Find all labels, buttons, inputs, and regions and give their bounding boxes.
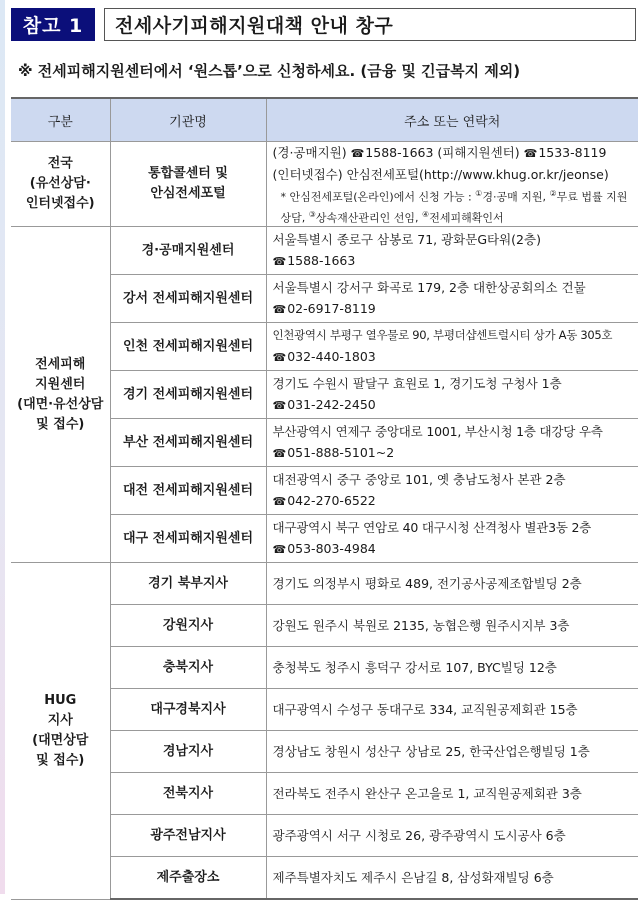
phone-icon: ☎ bbox=[272, 399, 287, 413]
contact-table bbox=[11, 97, 638, 900]
national-hotlines: (경·공매지원) ☎1588-1663 (피해지원센터) ☎1533-8119 bbox=[273, 142, 639, 164]
phone-icon: ☎ bbox=[272, 447, 287, 461]
phone-number: 042-270-6522 bbox=[287, 493, 376, 509]
column-header-category: 구분 bbox=[11, 98, 110, 142]
table-header-row bbox=[11, 98, 638, 142]
phone-number: 1588-1663 bbox=[365, 145, 434, 160]
address-cell bbox=[266, 227, 638, 275]
category-hug: HUG 지사 (대면상담 및 접수) bbox=[11, 563, 110, 900]
column-header-organization: 기관명 bbox=[110, 98, 266, 142]
org-name: 대구경북지사 bbox=[110, 689, 266, 731]
table-row bbox=[11, 227, 638, 275]
org-name: 대전 전세피해지원센터 bbox=[110, 467, 266, 515]
address-cell: 광주광역시 서구 시청로 26, 광주광역시 도시공사 6층 bbox=[266, 815, 638, 857]
org-name: 전북지사 bbox=[110, 773, 266, 815]
phone-icon: ☎ bbox=[272, 543, 287, 557]
org-name: 제주출장소 bbox=[110, 857, 266, 900]
address-text: 경기도 수원시 팔달구 효원로 1, 경기도청 구청사 1층 bbox=[272, 376, 562, 392]
phone-number: 051-888-5101~2 bbox=[287, 445, 395, 461]
org-national: 통합콜센터 및 안심전세포털 bbox=[110, 142, 266, 227]
address-cell bbox=[266, 419, 638, 467]
address-national bbox=[266, 142, 638, 227]
org-name: 경남지사 bbox=[110, 731, 266, 773]
address-text: 대전광역시 중구 중앙로 101, 옛 충남도청사 본관 2층 bbox=[272, 472, 566, 488]
portal-note: * 안심전세포털(온라인)에서 신청 가능 : ①경·공매 지원, ②무료 법률 지원 상담, ③상속재산관리인 선임, ④전세피해확인서 bbox=[280, 189, 628, 225]
column-header-address: 주소 또는 연락처 bbox=[266, 98, 638, 142]
org-name: 대구 전세피해지원센터 bbox=[110, 515, 266, 563]
phone-number: 1588-1663 bbox=[287, 253, 356, 269]
phone-number: 1533-8119 bbox=[538, 145, 607, 160]
phone-number: 053-803-4984 bbox=[287, 541, 376, 557]
address-cell bbox=[266, 275, 638, 323]
phone-number: 031-242-2450 bbox=[287, 397, 376, 413]
address-cell: 경상남도 창원시 성산구 상남로 25, 한국산업은행빌딩 1층 bbox=[266, 731, 638, 773]
page-edge-strip bbox=[0, 0, 5, 894]
org-name: 부산 전세피해지원센터 bbox=[110, 419, 266, 467]
phone-number: 032-440-1803 bbox=[287, 349, 376, 365]
org-name: 충북지사 bbox=[110, 647, 266, 689]
address-text: 서울특별시 종로구 삼봉로 71, 광화문G타워(2층) bbox=[272, 232, 541, 248]
org-name: 강원지사 bbox=[110, 605, 266, 647]
table-row-national bbox=[11, 142, 638, 227]
phone-icon: ☎ bbox=[523, 147, 538, 160]
portal-link-line: (인터넷접수) 안심전세포털(http://www.khug.or.kr/jeonse) bbox=[272, 167, 609, 182]
address-text: 대구광역시 북구 연암로 40 대구시청 산격청사 별관3동 2층 bbox=[272, 520, 592, 536]
address-cell: 제주특별자치도 제주시 은남길 8, 삼성화재빌딩 6층 bbox=[266, 857, 638, 900]
category-national: 전국 (유선상담· 인터넷접수) bbox=[11, 142, 110, 227]
title-bar bbox=[11, 8, 636, 41]
address-cell: 경기도 의정부시 평화로 489, 전기공사공제조합빌딩 2층 bbox=[266, 563, 638, 605]
org-name: 경기 북부지사 bbox=[110, 563, 266, 605]
address-cell: 강원도 원주시 북원로 2135, 농협은행 원주시지부 3층 bbox=[266, 605, 638, 647]
address-cell bbox=[266, 323, 638, 371]
address-text: 서울특별시 강서구 화곡로 179, 2층 대한상공회의소 건물 bbox=[272, 280, 586, 296]
address-cell: 전라북도 전주시 완산구 온고을로 1, 교직원공제회관 3층 bbox=[266, 773, 638, 815]
address-text: 부산광역시 연제구 중앙대로 1001, 부산시청 1층 대강당 우측 bbox=[272, 424, 603, 440]
org-name: 광주전남지사 bbox=[110, 815, 266, 857]
address-cell: 대구광역시 수성구 동대구로 334, 교직원공제회관 15층 bbox=[266, 689, 638, 731]
table-row bbox=[11, 563, 638, 605]
address-cell bbox=[266, 515, 638, 563]
phone-icon: ☎ bbox=[272, 303, 287, 317]
notice-text: ※ 전세피해지원센터에서 ‘원스톱’으로 신청하세요. (금융 및 긴급복지 제외) bbox=[18, 62, 521, 80]
reference-badge: 참고 1 bbox=[11, 8, 95, 41]
phone-icon: ☎ bbox=[350, 147, 365, 160]
address-cell: 충청북도 청주시 흥덕구 강서로 107, BYC빌딩 12층 bbox=[266, 647, 638, 689]
page-title: 전세사기피해지원대책 안내 창구 bbox=[104, 8, 636, 41]
phone-icon: ☎ bbox=[272, 495, 287, 509]
org-name: 강서 전세피해지원센터 bbox=[110, 275, 266, 323]
address-cell bbox=[266, 371, 638, 419]
org-name: 경기 전세피해지원센터 bbox=[110, 371, 266, 419]
org-name: 인천 전세피해지원센터 bbox=[110, 323, 266, 371]
phone-number: 02-6917-8119 bbox=[287, 301, 376, 317]
category-centers: 전세피해 지원센터 (대면·유선상담 및 접수) bbox=[11, 227, 110, 563]
address-cell bbox=[266, 467, 638, 515]
phone-icon: ☎ bbox=[272, 255, 287, 269]
phone-icon: ☎ bbox=[272, 351, 287, 365]
address-text: 인천광역시 부평구 열우물로 90, 부평더샵센트럴시티 상가 A동 305호 bbox=[272, 328, 613, 343]
org-name: 경·공매지원센터 bbox=[110, 227, 266, 275]
